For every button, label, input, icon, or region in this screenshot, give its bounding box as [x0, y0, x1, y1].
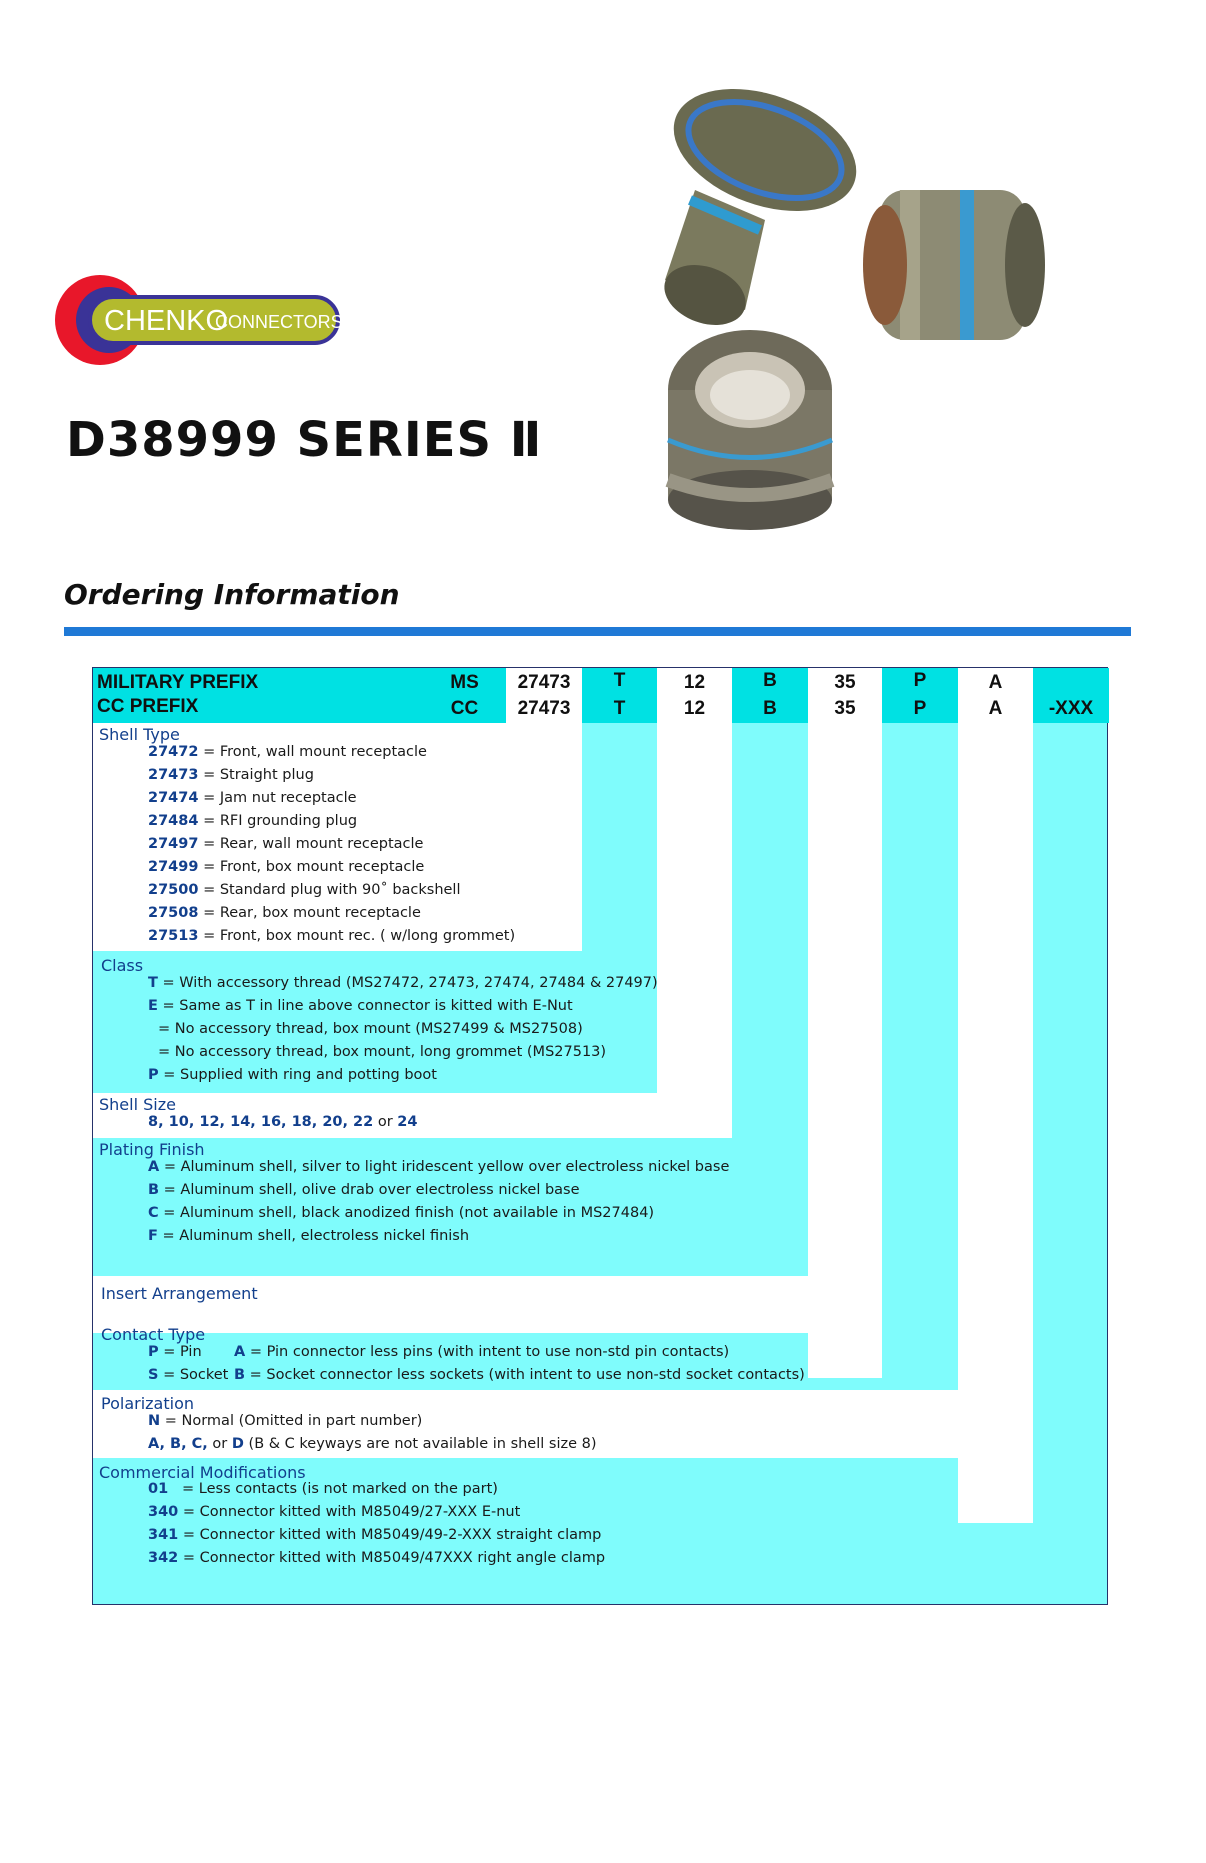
commercial-modifications-title: Commercial Modifications — [99, 1463, 306, 1482]
list-item: B = Socket connector less sockets (with intent to use non-std socket contacts) — [234, 1367, 805, 1383]
list-item: = No accessory thread, box mount, long grommet (MS27513) — [158, 1044, 607, 1060]
plating-finish-title: Plating Finish — [99, 1140, 205, 1159]
mil-shell-size-code: 12 — [683, 672, 706, 693]
brand-suffix: CONNECTORS — [215, 312, 343, 332]
mil-prefix-code: MS — [450, 672, 479, 693]
list-item: F = Aluminum shell, electroless nickel finish — [148, 1228, 470, 1244]
shell-size-title: Shell Size — [99, 1095, 176, 1114]
list-item: B = Aluminum shell, olive drab over electroless nickel base — [148, 1182, 580, 1198]
list-item: 27513 = Front, box mount rec. ( w/long grommet) — [148, 928, 516, 944]
mil-plating-code: B — [763, 670, 777, 691]
list-item: P = Supplied with ring and potting boot — [148, 1067, 437, 1083]
list-item: T = With accessory thread (MS27472, 27473, 27474, 27484 & 27497) — [148, 975, 658, 991]
connector-photo-receptacle — [668, 330, 832, 530]
brand-name: CHENKO — [104, 305, 229, 337]
list-item: 27499 = Front, box mount receptacle — [148, 859, 425, 875]
list-item: 341 = Connector kitted with M85049/49-2-XXX straight clamp — [148, 1527, 602, 1543]
list-item: N = Normal (Omitted in part number) — [148, 1413, 423, 1429]
class-title: Class — [101, 956, 144, 975]
ordering-information-heading: Ordering Information — [64, 578, 400, 611]
cc-contact-code: P — [913, 698, 927, 719]
list-item: A, B, C, or D (B & C keyways are not available in shell size 8) — [148, 1436, 597, 1452]
list-item: 27500 = Standard plug with 90˚ backshell — [148, 882, 461, 898]
cc-class-code: T — [613, 698, 626, 719]
cc-shell-size-code: 12 — [683, 698, 706, 719]
cc-insert-code: 35 — [834, 698, 856, 719]
list-item: 342 = Connector kitted with M85049/47XXX right angle clamp — [148, 1550, 606, 1566]
list-item: 01 = Less contacts (is not marked on the part) — [148, 1481, 498, 1497]
cc-plating-code: B — [763, 698, 777, 719]
list-item: A = Aluminum shell, silver to light iridescent yellow over electroless nickel base — [148, 1159, 730, 1175]
polarization-title: Polarization — [101, 1394, 194, 1413]
list-item: S = Socket — [148, 1367, 229, 1383]
list-item: P = Pin — [148, 1344, 202, 1360]
cc-prefix-code: CC — [450, 698, 479, 719]
mil-class-code: T — [613, 670, 626, 691]
mil-contact-code: P — [913, 670, 927, 691]
list-item: 27484 = RFI grounding plug — [148, 813, 358, 829]
ordering-table — [92, 667, 1108, 1605]
cc-modification-code: -XXX — [1048, 698, 1094, 719]
contact-type-title: Contact Type — [101, 1325, 206, 1344]
list-item: 340 = Connector kitted with M85049/27-XXX E-nut — [148, 1504, 521, 1520]
page-title: D38999 SERIES Ⅱ — [66, 412, 543, 468]
list-item: E = Same as T in line above connector is kitted with E-Nut — [148, 998, 573, 1014]
connector-photo-plug — [863, 190, 1045, 340]
connector-photo-wall-mount — [656, 80, 873, 336]
military-prefix-label: MILITARY PREFIX — [97, 672, 259, 693]
list-item: C = Aluminum shell, black anodized finish (not available in MS27484) — [148, 1205, 655, 1221]
list-item: 27497 = Rear, wall mount receptacle — [148, 836, 424, 852]
cc-polarization-code: A — [988, 698, 1003, 719]
shell-type-title: Shell Type — [99, 725, 180, 744]
connector-photos — [655, 80, 1075, 530]
shell-size-values: 8, 10, 12, 14, 16, 18, 20, 22 or 24 — [148, 1114, 418, 1130]
list-item: 27474 = Jam nut receptacle — [148, 790, 357, 806]
cc-shell-type-code: 27473 — [517, 698, 571, 719]
list-item: 27508 = Rear, box mount receptacle — [148, 905, 421, 921]
heading-rule — [64, 627, 1131, 636]
mil-shell-type-code: 27473 — [517, 672, 571, 693]
chenko-logo — [52, 272, 352, 372]
mil-polarization-code: A — [988, 672, 1003, 693]
list-item: A = Pin connector less pins (with intent to use non-std pin contacts) — [234, 1344, 730, 1360]
insert-arrangement-title: Insert Arrangement — [101, 1284, 258, 1303]
list-item: 27472 = Front, wall mount receptacle — [148, 744, 427, 760]
list-item: 27473 = Straight plug — [148, 767, 314, 783]
list-item: = No accessory thread, box mount (MS27499 & MS27508) — [158, 1021, 583, 1037]
cc-prefix-label: CC PREFIX — [97, 696, 199, 717]
mil-insert-code: 35 — [834, 672, 856, 693]
